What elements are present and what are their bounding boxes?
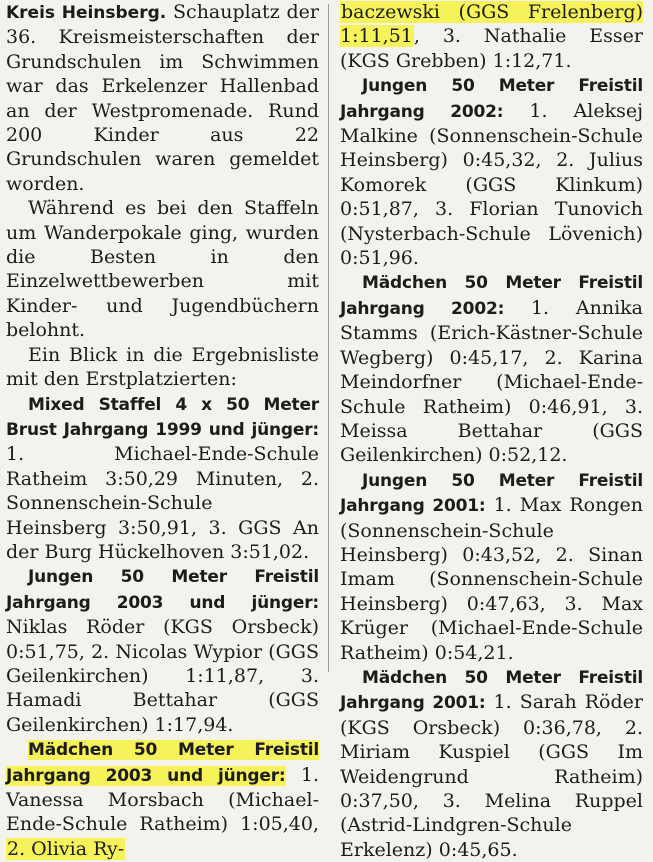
result-heading: Jungen 50 Meter Freistil Jahrgang 2001: xyxy=(340,470,643,517)
result-boys-2002 xyxy=(340,73,643,270)
result-text: 1. Annika Stamms (Erich-Kästner-Schule Wegberg) 0:45,17, 2. Karina Meindorfner (Michael-Ende-Schule Ratheim) 0:46,91, 3. Meissa Bettahar (GGS Geilenkirchen) 0:52,12. xyxy=(340,296,643,467)
result-text: 1. Max Rongen (Sonnenschein-Schule Heinsberg) 0:43,52, 2. Sinan Imam (Sonnenschein-Schule Heinsberg) 0:47,63, 3. Max Krüger (Michael-Ende-Schule Ratheim) 0:54,21. xyxy=(340,494,643,664)
result-text: , 3. Nathalie Esser (KGS Grebben) 1:12,71. xyxy=(340,25,643,72)
result-boys-2001 xyxy=(340,468,643,665)
intro-text: Schauplatz der 36. Kreismeisterschaften der Grundschulen im Schwimmen war das Erkelenzer Hallenbad an der Westpromenade. Rund 200 Kinder aus 22 Grundschulen waren gemeldet worden. xyxy=(6,1,319,195)
body-paragraph: Ein Blick in die Ergebnisliste mit den Erstplatzierten: xyxy=(6,343,319,391)
result-heading: Mädchen 50 Meter Freistil Jahrgang 2001: xyxy=(340,667,643,714)
result-heading: Mädchen 50 Meter Freistil Jahrgang 2002: xyxy=(340,273,643,319)
result-text: 1. Aleksej Malkine (Sonnenschein-Schule Heinsberg) 0:45,32, 2. Julius Komorek (GGS Klinkum) 0:51,87, 3. Florian Tunovich (Nysterbach-Schule Lövenich) 0:51,96. xyxy=(340,99,643,270)
result-heading: Mixed Staffel 4 x 50 Meter Brust Jahrgang 1999 und jünger: xyxy=(6,394,319,440)
body-paragraph: Während es bei den Staffeln um Wanderpokale ging, wurden die Besten in den Einzelwettbewerben mit Kinder- und Jugendbüchern belohnt. xyxy=(6,197,319,342)
article-column-left xyxy=(6,0,319,861)
intro-paragraph xyxy=(6,0,319,196)
result-heading-highlighted: Mädchen 50 Meter Freistil Jahrgang 2003 und jünger: xyxy=(6,740,319,786)
result-mixed-relay xyxy=(6,392,319,565)
article-column-right xyxy=(340,0,643,862)
highlighted-text: baczewski (GGS Frelenberg) 1:11,51 xyxy=(340,1,643,48)
result-text: 1. Michael-Ende-Schule Ratheim 3:50,29 Minuten, 2. Sonnenschein-Schule Heinsberg 3:50,91, 3. GGS An der Burg Hückelhoven 3:51,02. xyxy=(6,443,319,563)
dateline: Kreis Heinsberg. xyxy=(6,3,167,23)
result-text: Niklas Röder (KGS Orsbeck) 0:51,75, 2. Nicolas Wypior (GGS Geilenkirchen) 1:11,87, 3. Hamadi Bettahar (GGS Geilenkirchen) 1:17,94. xyxy=(6,616,319,736)
result-text: 1. Sarah Röder (KGS Orsbeck) 0:36,78, 2. Miriam Kuspiel (GGS Im Weidengrund Ratheim) 0:37,50, 3. Melina Ruppel (Astrid-Lindgren-Schule Erkelenz) 0:45,65. xyxy=(340,691,643,861)
result-girls-2002 xyxy=(340,270,643,467)
result-girls-2003 xyxy=(6,737,319,861)
column-divider xyxy=(328,4,329,672)
result-girls-2003-continued xyxy=(340,0,643,73)
highlighted-text: 2. Olivia Ry- xyxy=(7,837,125,860)
result-boys-2003 xyxy=(6,564,319,737)
result-heading: Jungen 50 Meter Freistil Jahrgang 2002: xyxy=(340,76,643,122)
result-text: 1. Vanessa Morsbach (Michael-Ende-Schule Ratheim) 1:05,40, xyxy=(6,763,319,836)
result-heading: Jungen 50 Meter Freistil Jahrgang 2003 und jünger: xyxy=(6,567,319,613)
result-girls-2001 xyxy=(340,665,643,862)
